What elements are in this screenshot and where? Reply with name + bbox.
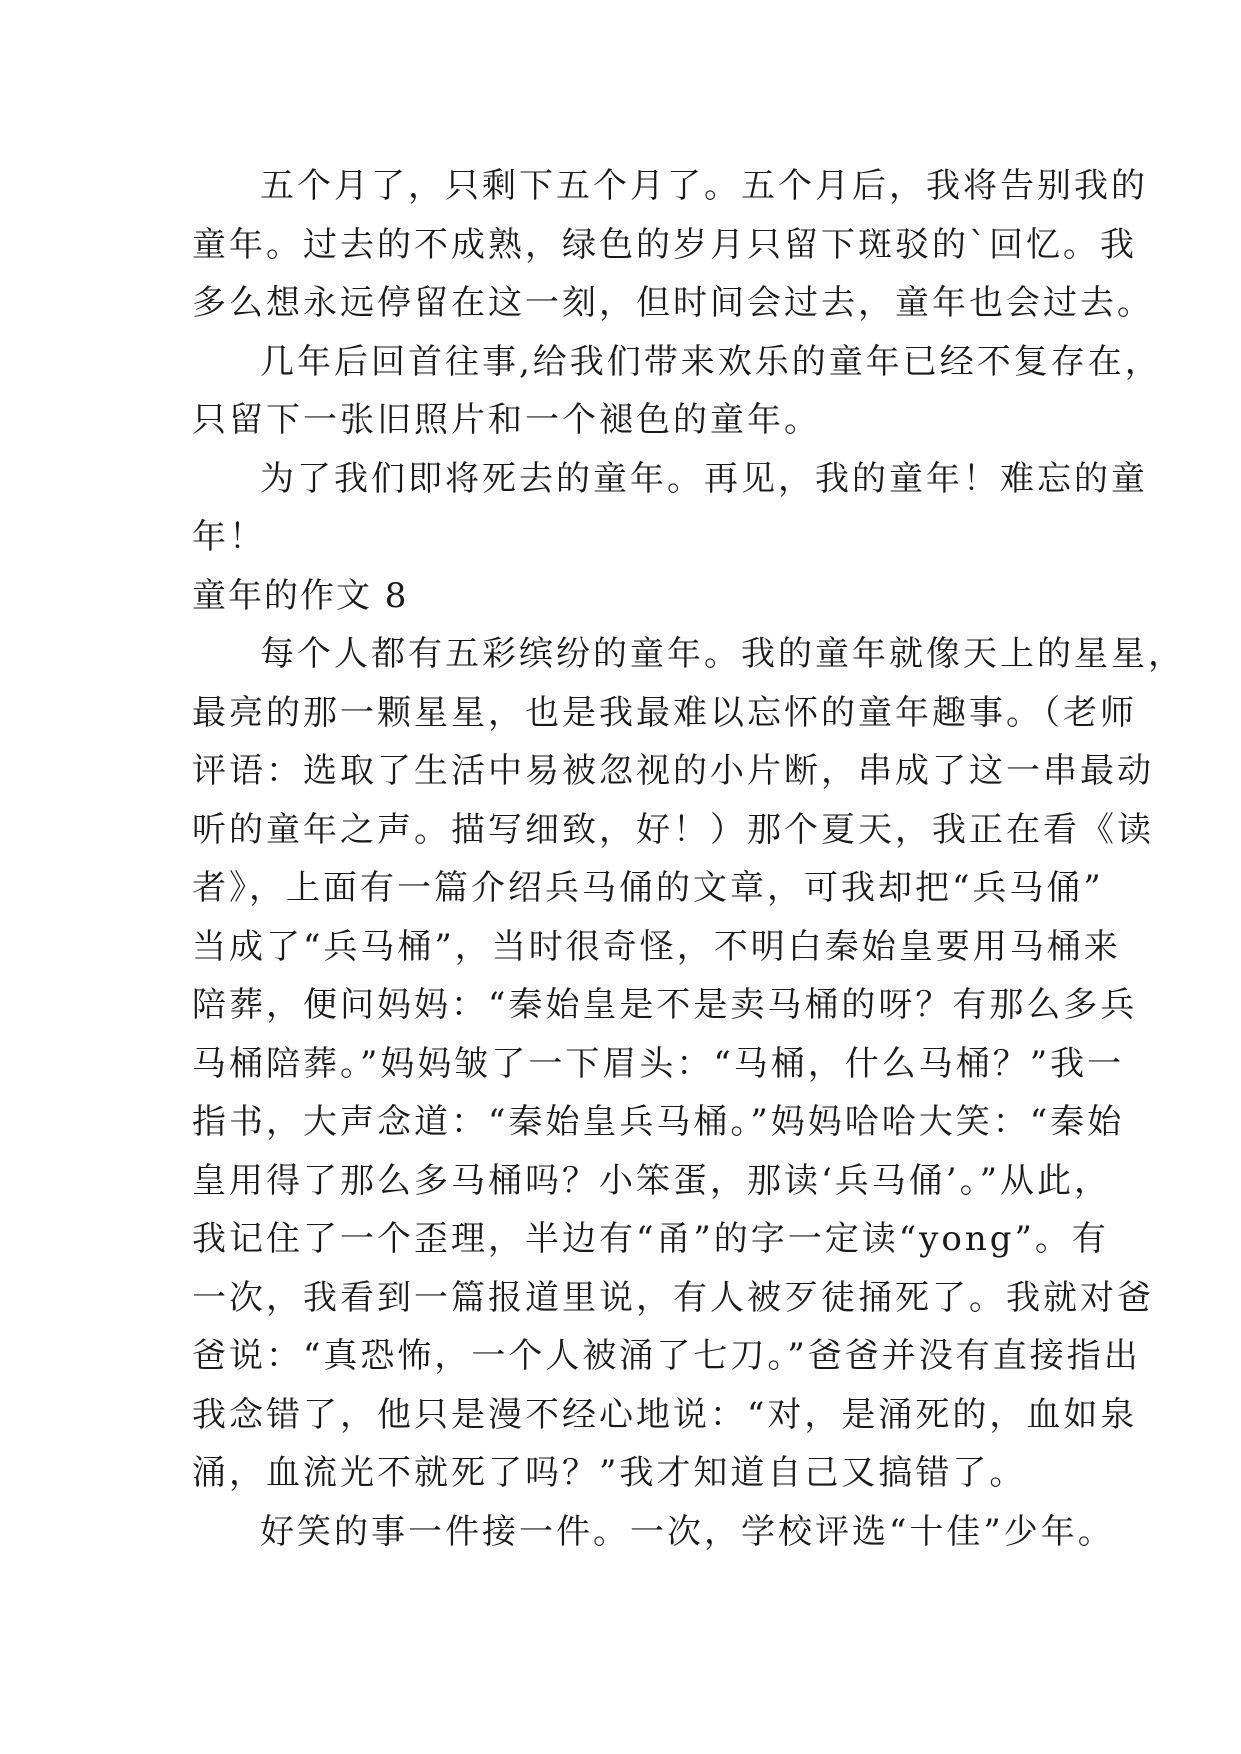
text-line: 当成了“兵马桶”，当时很奇怪，不明白秦始皇要用马桶来 [192, 926, 1121, 967]
text-line: 几年后回首往事,给我们带来欢乐的童年已经不复存在， [260, 341, 1162, 382]
text-line: 听的童年之声。描写细致，好！）那个夏天，我正在看《读 [192, 809, 1154, 850]
text-line: 最亮的那一颗星星，也是我最难以忘怀的童年趣事。（老师 [192, 692, 1137, 733]
text-line: 童年。过去的不成熟，绿色的岁月只留下斑驳的`回忆。我 [192, 224, 1137, 265]
text-line: 爸说：“真恐怖，一个人被涌了七刀。”爸爸并没有直接指出 [192, 1336, 1141, 1376]
section-title: 童年的作文 8 [192, 575, 409, 616]
text-line: 五个月了，只剩下五个月了。五个月后，我将告别我的 [260, 166, 1148, 206]
text-line: 陪葬，便问妈妈：“秦始皇是不是卖马桶的呀？有那么多兵 [192, 985, 1138, 1025]
document-page [192, 157, 1185, 1561]
paragraph-3 [192, 450, 1148, 567]
text-line: 年！ [192, 517, 266, 557]
paragraph-5 [192, 1503, 1115, 1562]
text-line: 多么想永远停留在这一刻，但时间会过去，童年也会过去。 [192, 283, 1154, 323]
text-line: 我记住了一个歪理，半边有“甬”的字一定读“yong”。有 [192, 1219, 1109, 1259]
text-line: 评语：选取了生活中易被忽视的小片断，串成了这一串最动 [192, 751, 1154, 791]
text-line: 者》，上面有一篇介绍兵马俑的文章，可我却把“兵马俑” [192, 868, 1104, 908]
paragraph-1 [192, 157, 1154, 333]
text-line: 我念错了，他只是漫不经心地说：“对，是涌死的，血如泉 [192, 1394, 1138, 1435]
text-line: 只留下一张旧照片和一个褪色的童年。 [192, 400, 821, 440]
text-line: 指书，大声念道：“秦始皇兵马桶。”妈妈哈哈大笑：“秦始 [192, 1102, 1125, 1142]
text-line: 一次，我看到一篇报道里说，有人被歹徒捅死了。我就对爸 [192, 1277, 1154, 1318]
text-line: 皇用得了那么多马桶吗？小笨蛋，那读‘兵马俑’。”从此， [192, 1160, 1111, 1201]
text-line: 为了我们即将死去的童年。再见，我的童年！难忘的童 [260, 458, 1148, 499]
text-line: 每个人都有五彩缤纷的童年。我的童年就像天上的星星， [260, 634, 1185, 674]
text-line: 好笑的事一件接一件。一次，学校评选“十佳”少年。 [260, 1511, 1115, 1552]
text-line: 马桶陪葬。”妈妈皱了一下眉头：“马桶，什么马桶？”我一 [192, 1043, 1125, 1084]
paragraph-4 [192, 625, 1185, 1503]
paragraph-2 [192, 333, 1162, 450]
text-line: 涌，血流光不就死了吗？”我才知道自己又搞错了。 [192, 1453, 1027, 1493]
